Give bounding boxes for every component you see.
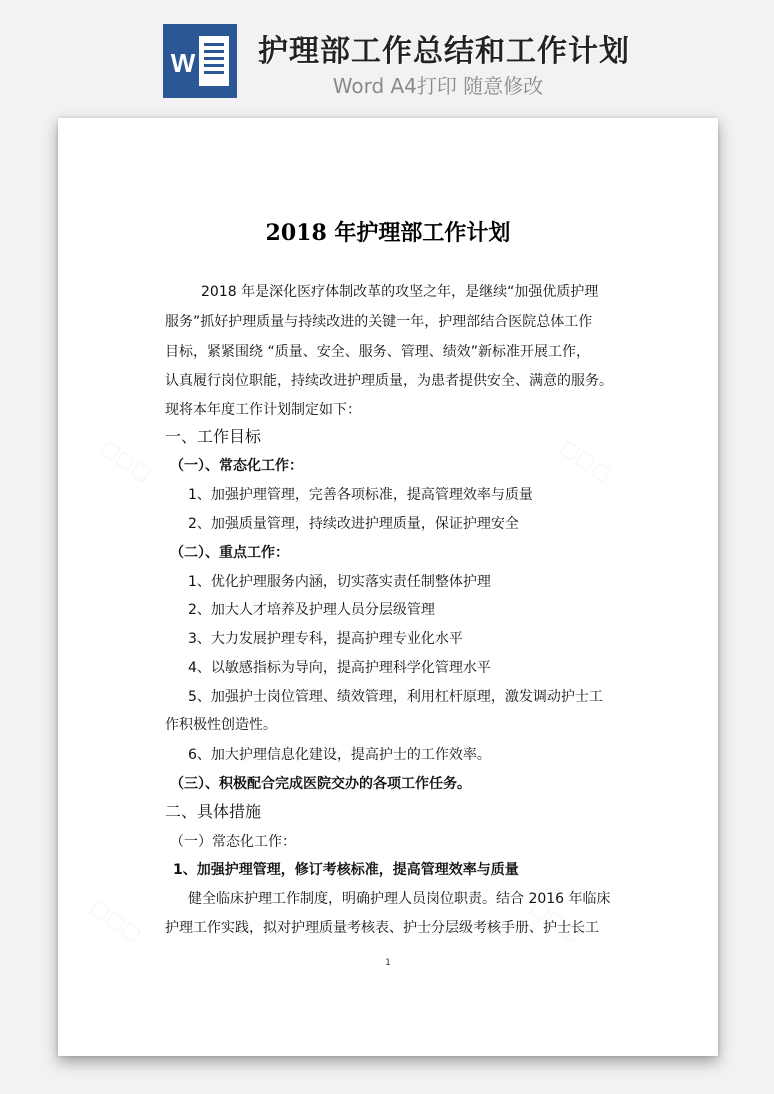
list-item: 1、优化护理服务内涵，切实落实责任制整体护理	[188, 574, 491, 590]
header-banner	[0, 0, 774, 118]
list-item: 3、大力发展护理专科，提高护理专业化水平	[188, 631, 463, 647]
section-heading: 二、具体措施	[165, 802, 262, 821]
watermark	[556, 434, 616, 486]
list-item: 5、加强护士岗位管理、绩效管理，利用杠杆原理，激发调动护士工	[188, 689, 603, 705]
paragraph-line: 服务”抓好护理质量与持续改进的关键一年，护理部结合医院总体工作	[165, 314, 593, 330]
document-page	[58, 118, 718, 1056]
list-item: 2、加强质量管理，持续改进护理质量，保证护理安全	[188, 516, 519, 532]
paragraph-line: 2018 年是深化医疗体制改革的攻坚之年，是继续“加强优质护理	[201, 284, 599, 300]
list-item-continuation: 作积极性创造性。	[165, 717, 277, 733]
list-item: 2、加大人才培养及护理人员分层级管理	[188, 602, 435, 618]
list-item: 6、加大护理信息化建设，提高护士的工作效率。	[188, 747, 491, 763]
banner-title: 护理部工作总结和工作计划	[258, 34, 630, 69]
document-title: 2018 年护理部工作计划	[265, 220, 511, 246]
paragraph-line: 护理工作实践，拟对护理质量考核表、护士分层级考核手册、护士长工	[165, 920, 599, 936]
list-item: 1、加强护理管理，完善各项标准，提高管理效率与质量	[188, 487, 533, 503]
word-document-icon	[163, 24, 237, 98]
subsection-heading: （一）常态化工作：	[170, 834, 296, 850]
list-item: 4、以敏感指标为导向，提高护理科学化管理水平	[188, 660, 491, 676]
paragraph-line: 健全临床护理工作制度，明确护理人员岗位职责。结合 2016 年临床	[188, 891, 611, 907]
watermark	[96, 434, 156, 486]
word-logo-letter: W	[170, 48, 196, 78]
item-heading: 1、加强护理管理，修订考核标准，提高管理效率与质量	[173, 862, 519, 878]
subsection-heading: （一）、常态化工作：	[170, 458, 303, 474]
banner-subtitle: Word A4打印 随意修改	[332, 74, 544, 98]
section-heading: 一、工作目标	[165, 427, 262, 446]
page-number: 1	[385, 958, 391, 968]
paragraph-line: 目标，紧紧围绕 “质量、安全、服务、管理、绩效”新标准开展工作，	[165, 344, 590, 360]
watermark	[86, 894, 146, 946]
subsection-heading: （三）、积极配合完成医院交办的各项工作任务。	[170, 776, 471, 792]
paragraph-line: 现将本年度工作计划制定如下：	[165, 402, 361, 418]
subsection-heading: （二）、重点工作：	[170, 545, 289, 561]
paragraph-line: 认真履行岗位职能，持续改进护理质量，为患者提供安全、满意的服务。	[165, 373, 613, 389]
